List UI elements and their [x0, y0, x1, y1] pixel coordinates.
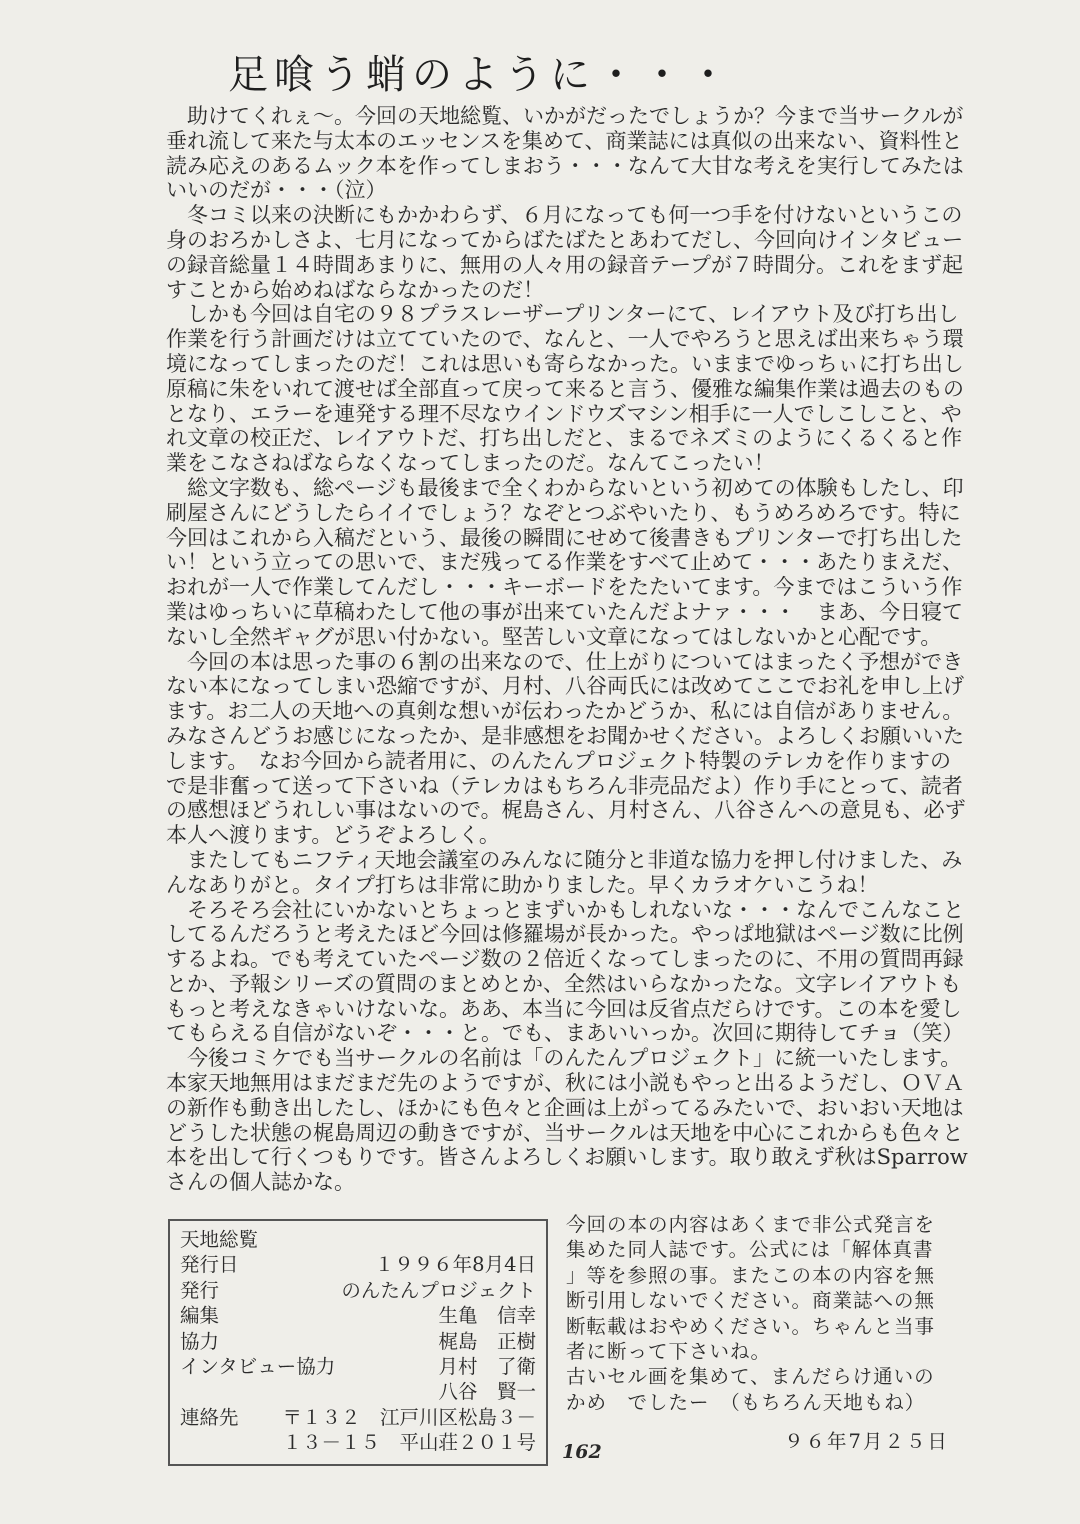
body-line: 業はゆっちいに草稿わたして他の事が出来ていたんだよナァ・・・ まあ、今日寝て [166, 599, 963, 624]
body-line: 垂れ流して来た与太本のエッセンスを集めて、商業誌には真似の出来ない、資料性と [166, 128, 963, 153]
body-line: さんの個人誌かな。 [166, 1170, 355, 1195]
body-line: すことから始めねばならなかったのだ！ [166, 277, 544, 302]
colophon-value: 八谷 賢一 [438, 1380, 536, 1404]
body-line: 作業を行う計画だけは立てていたので、なんと、一人でやろうと思えば出来ちゃう環 [166, 327, 964, 352]
body-line: するよね。でも考えていたページ数の２倍近くなってしまったのに、不用の質問再録 [166, 947, 964, 972]
body-line: 原稿に朱をいれて渡せば全部直って戻って来ると言う、優雅な編集作業は過去のもの [166, 376, 964, 401]
notice-line: 今回の本の内容はあくまで非公式発言を [566, 1213, 936, 1236]
notice-line: 断転載はおやめください。ちゃんと当事 [566, 1314, 936, 1338]
colophon-label: 発行日 [180, 1253, 239, 1277]
body-line: んなありがと。タイプ打ちは非常に助かりました。早くカラオケいこうね！ [166, 872, 879, 897]
body-line: 身のおろかしさよ、七月になってからばたばたとあわてだし、今回向けインタビュー [166, 227, 964, 252]
colophon-row [180, 1329, 536, 1354]
colophon-value: 梶島 正樹 [438, 1329, 536, 1353]
body-line: 今回の本は思った事の６割の出来なので、仕上がりについてはまったく予想ができ [166, 649, 964, 674]
colophon-label: 天地総覧 [180, 1228, 259, 1251]
body-line: の録音総量１４時間あまりに、無用の人々用の録音テープが７時間分。これをまず起 [166, 252, 963, 277]
colophon-label: 編集 [180, 1304, 220, 1328]
notice-line: 断引用しないでください。商業誌への無 [566, 1289, 936, 1313]
body-line: い！という立っての思いで、まだ残ってる作業をすべて止めて・・・あたりまえだ、 [166, 550, 964, 575]
colophon-row [180, 1227, 536, 1252]
body-line: 総文字数も、総ページも最後まで全くわからないという初めての体験もしたし、印 [166, 475, 964, 500]
body-line: もっと考えなきゃいけないな。ああ、本当に今回は反省点だらけです。この本を愛し [166, 996, 962, 1021]
notice-line: 者に断って下さいね。 [566, 1339, 772, 1363]
body-line: となり、エラーを連発する理不尽なウインドウズマシン相手に一人でしこしこと、や [166, 401, 962, 426]
colophon-value: 生亀 信幸 [438, 1304, 536, 1328]
signature-date: ９６年7月２５日 [784, 1430, 949, 1453]
body-line: 冬コミ以来の決断にもかかわらず、６月になっても何一つ手を付けないというこの [166, 203, 963, 228]
colophon-value: １９９６年8月4日 [374, 1253, 536, 1277]
colophon-row [180, 1430, 536, 1455]
body-line: 刷屋さんにどうしたらイイでしょう？なぞとつぶやいたり、もうめろめろです。特に [166, 500, 961, 525]
body-line: 助けてくれぇ～。今回の天地総覧、いかがだったでしょうか？今まで当サークルが [166, 104, 964, 128]
body-line: 業をこなさねばならなくなってしまったのだ。なんてこったい！ [166, 451, 775, 476]
colophon-value: 〒１３２ 江戸川区松島３－ [282, 1405, 536, 1429]
body-line: またしてもニフティ天地会議室のみんなに随分と非道な協力を押し付けました、み [166, 847, 963, 872]
notice-line: 」等を参照の事。またこの本の内容を無 [566, 1263, 936, 1287]
notice-line: 集めた同人誌です。公式には「解体真書 [566, 1238, 934, 1262]
body-line: おれが一人で作業してんだし・・・キーボードをたたいてます。今まではこういう作 [166, 575, 963, 600]
colophon-row [180, 1354, 536, 1379]
body-line: いいのだが・・・（泣） [166, 178, 387, 203]
body-line: 本家天地無用はまだまだ先のようですが、秋には小説もやっと出るようだし、ＯＶＡ [166, 1071, 964, 1096]
colophon-row [180, 1278, 536, 1303]
body-line: 読み応えのあるムック本を作ってしまおう・・・なんて大甘な考えを実行してみたは [166, 153, 964, 178]
body-line: で是非奮って送って下さいね（テレカはもちろん非売品だよ）作り手にとって、読者 [166, 773, 963, 798]
body-line: します。 なお今回から読者用に、のんたんプロジェクト特製のテレカを作りますの [166, 748, 951, 773]
colophon-row [180, 1379, 536, 1404]
body-line: してるんだろうと考えたほど今回は修羅場が長かった。やっぱ地獄はページ数に比例 [166, 922, 964, 947]
body-line: 境になってしまったのだ！これは思いも寄らなかった。いままでゆっちぃに打ち出し [166, 351, 964, 376]
colophon-label: 連絡先 [180, 1405, 239, 1429]
copyright-notice [566, 1212, 966, 1415]
body-line: の感想ほどうれしい事はないので。梶島さん、月村さん、八谷さんへの意見も、必ず [166, 798, 966, 823]
colophon-value: のんたんプロジェクト [341, 1278, 536, 1302]
page-title: 足喰う蛸のように・・・ [228, 52, 734, 98]
body-line: ます。お二人の天地への真剣な想いが伝わったかどうか、私には自信がありません。 [166, 699, 964, 724]
colophon-box [168, 1219, 548, 1466]
colophon-value: 月村 了衛 [438, 1354, 536, 1378]
body-line: 本を出して行くつもりです。皆さんよろしくお願いします。取り敢えず秋はSparrow [166, 1145, 968, 1170]
body-line: てもらえる自信がないぞ・・・と。でも、まあいいっか。次回に期待してチョ（笑） [166, 1021, 964, 1046]
colophon-row [180, 1303, 536, 1328]
body-line: どうした状態の梶島周辺の動きですが、当サークルは天地を中心にこれからも色々と [166, 1120, 964, 1145]
colophon-value: １３－１５ 平山荘２０１号 [282, 1431, 536, 1455]
colophon-label: 発行 [180, 1278, 220, 1302]
afterword-body [166, 104, 968, 1195]
body-line: れ文章の校正だ、レイアウトだ、打ち出しだと、まるでネズミのようにくるくると作 [166, 426, 963, 451]
colophon-label: インタビュー協力 [180, 1354, 336, 1378]
body-line: そろそろ会社にいかないとちょっとまずいかもしれないな・・・なんでこんなこと [166, 897, 964, 922]
body-line: ない本になってしまい恐縮ですが、月村、八谷両氏には改めてここでお礼を申し上げ [166, 674, 964, 699]
body-line: 今回はこれから入稿だという、最後の瞬間にせめて後書きもプリンターで打ち出した [166, 525, 963, 550]
colophon-label: 協力 [180, 1329, 220, 1353]
body-line: ないし全然ギャグが思い付かない。堅苦しい文章になってはしないかと心配です。 [166, 624, 942, 649]
body-line: の新作も動き出したし、ほかにも色々と企画は上がってるみたいで、おいおい天地は [166, 1095, 964, 1120]
body-line: しかも今回は自宅の９８プラスレーザープリンターにて、レイアウト及び打ち出し [166, 302, 959, 327]
page-number: 162 [562, 1441, 602, 1463]
notice-line: 古いセル画を集めて、まんだらけ通いの [566, 1365, 935, 1389]
colophon-row [180, 1252, 536, 1277]
notice-line: かめ でしたー （もちろん天地もね） [566, 1390, 926, 1414]
colophon-row [180, 1405, 536, 1430]
body-line: とか、予報シリーズの質問のまとめとか、全然はいらなかったな。文字レイアウトも [166, 971, 962, 996]
body-line: 今後コミケでも当サークルの名前は「のんたんプロジェクト」に統一いたします。 [166, 1046, 962, 1071]
body-line: 本人へ渡ります。どうぞよろしく。 [166, 823, 500, 848]
body-line: みなさんどうお感じになったか、是非感想をお聞かせください。よろしくお願いいた [166, 723, 964, 748]
